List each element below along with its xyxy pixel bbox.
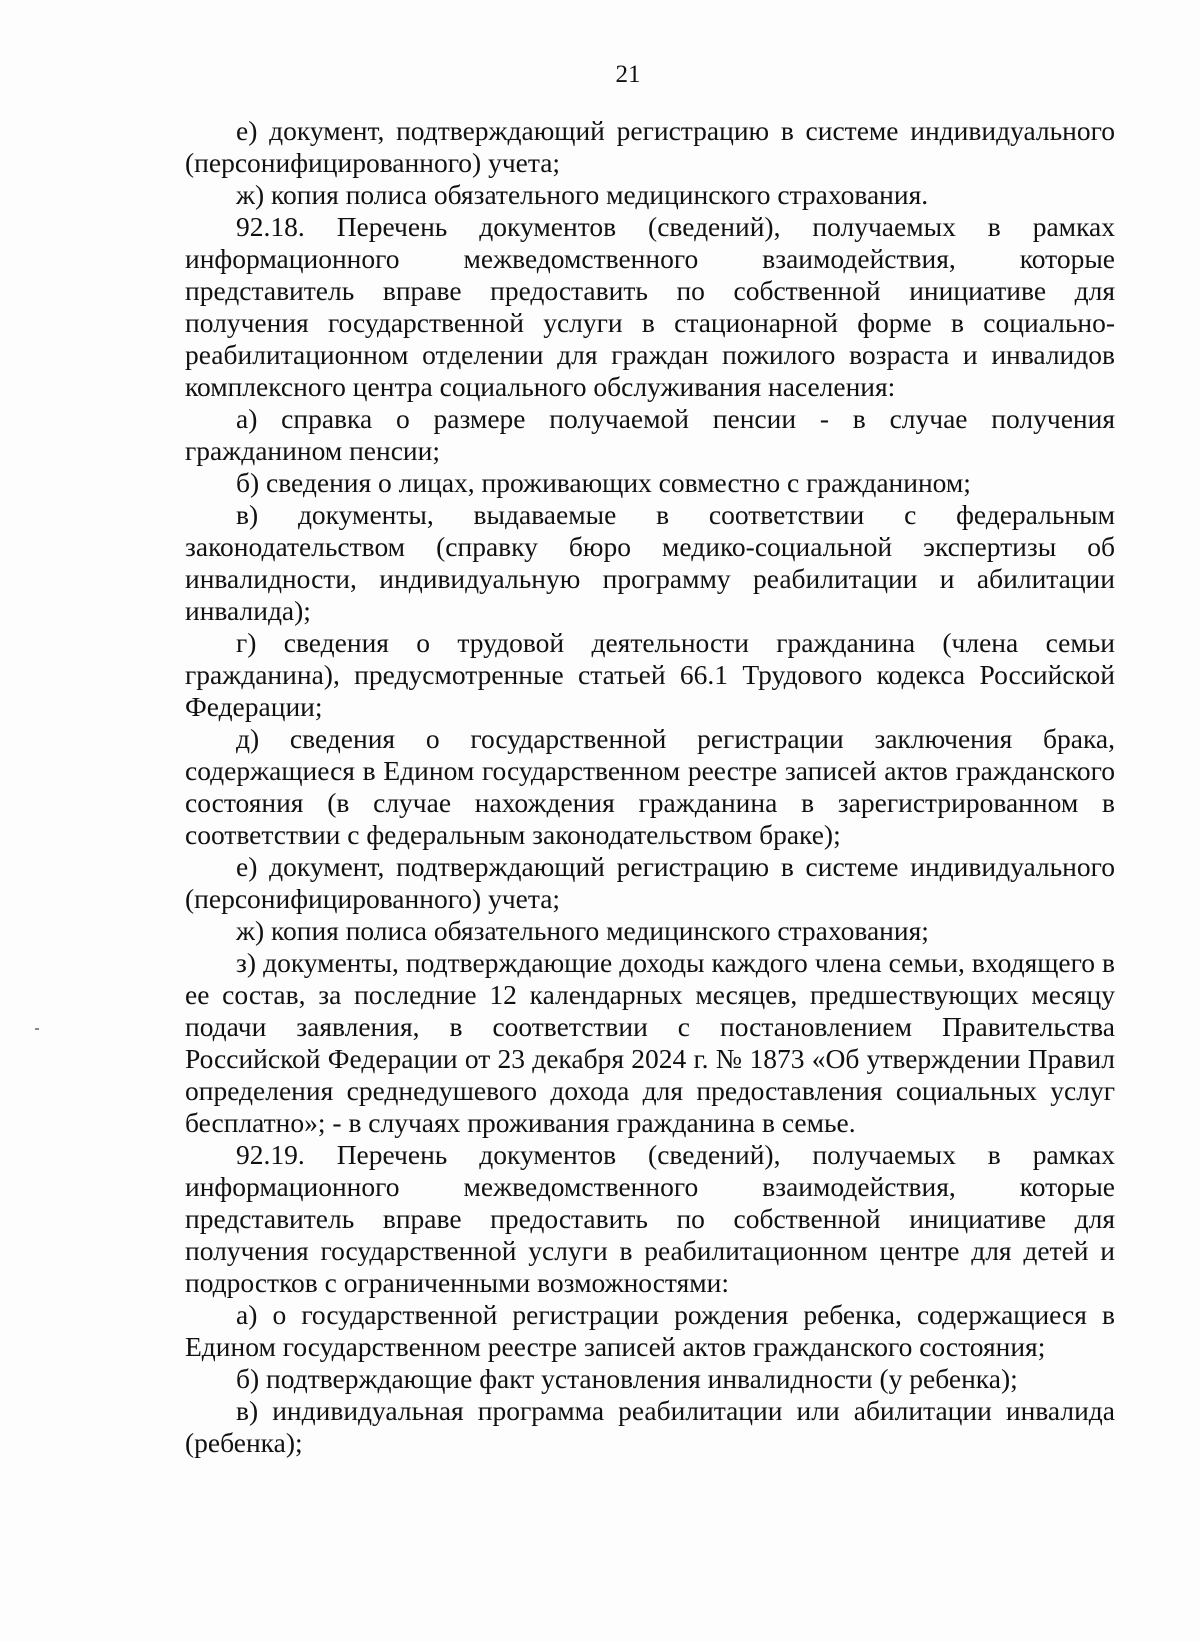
paragraph-item-zh: ж) копия полиса обязательного медицинского страхования. <box>236 179 929 210</box>
paragraph-item-b: б) сведения о лицах, проживающих совместно с гражданином; <box>236 467 971 498</box>
paragraph-92-18: 92.18. Перечень документов (сведений), получаемых в рамках информационного межведомственного взаимодействия, которые представитель вправе предоставить по собственной инициативе для получения государственной услуги в стационарной форме в социально-реабилитационном отделении для граждан пожилого возраста и инвалидов комплексного центра социального обслуживания населения: <box>185 211 1115 402</box>
paragraph-item-z: з) документы, подтверждающие доходы каждого члена семьи, входящего в ее состав, за последние 12 календарных месяцев, предшествующих месяцу подачи заявления, в соответствии с постановлением Правительства Российской Федерации от 23 декабря 2024 г. № 1873 «Об утверждении Правил определения среднедушевого дохода для предоставления социальных услуг бесплатно»; - в случаях проживания гражданина в семье. <box>185 947 1115 1138</box>
paragraph-item-e-2: е) документ, подтверждающий регистрацию в системе индивидуального (персонифицированного) учета; <box>185 851 1115 914</box>
paragraph-92-19: 92.19. Перечень документов (сведений), получаемых в рамках информационного межведомственного взаимодействия, которые представитель вправе предоставить по собственной инициативе для получения государственной услуги в реабилитационном центре для детей и подростков с ограниченными возможностями: <box>185 1139 1115 1298</box>
paragraph-item-a-2: а) о государственной регистрации рождения ребенка, содержащиеся в Едином государственном реестре записей актов гражданского состояния; <box>185 1299 1115 1362</box>
paragraph-item-v: в) документы, выдаваемые в соответствии с федеральным законодательством (справку бюро медико-социальной экспертизы об инвалидности, индивидуальную программу реабилитации и абилитации инвалида); <box>185 499 1115 626</box>
paragraph-item-v-2: в) индивидуальная программа реабилитации или абилитации инвалида (ребенка); <box>185 1395 1115 1458</box>
paragraph-item-b-2: б) подтверждающие факт установления инвалидности (у ребенка); <box>236 1363 1018 1394</box>
paragraph-item-a: а) справка о размере получаемой пенсии - в случае получения гражданином пенсии; <box>185 403 1115 466</box>
paragraph-item-g: г) сведения о трудовой деятельности гражданина (члена семьи гражданина), предусмотренные статьей 66.1 Трудового кодекса Российской Федерации; <box>185 627 1115 722</box>
page-number: 21 <box>615 61 641 88</box>
paragraph-item-zh-2: ж) копия полиса обязательного медицинского страхования; <box>236 915 929 946</box>
paragraph-item-d: д) сведения о государственной регистрации заключения брака, содержащиеся в Едином государственном реестре записей актов гражданского состояния (в случае нахождения гражданина в зарегистрированном в соответствии с федеральным законодательством браке); <box>185 723 1115 850</box>
document-body <box>185 115 1115 1459</box>
scan-speck <box>35 1028 39 1030</box>
paragraph-item-e: е) документ, подтверждающий регистрацию в системе индивидуального (персонифицированного) учета; <box>185 115 1115 178</box>
